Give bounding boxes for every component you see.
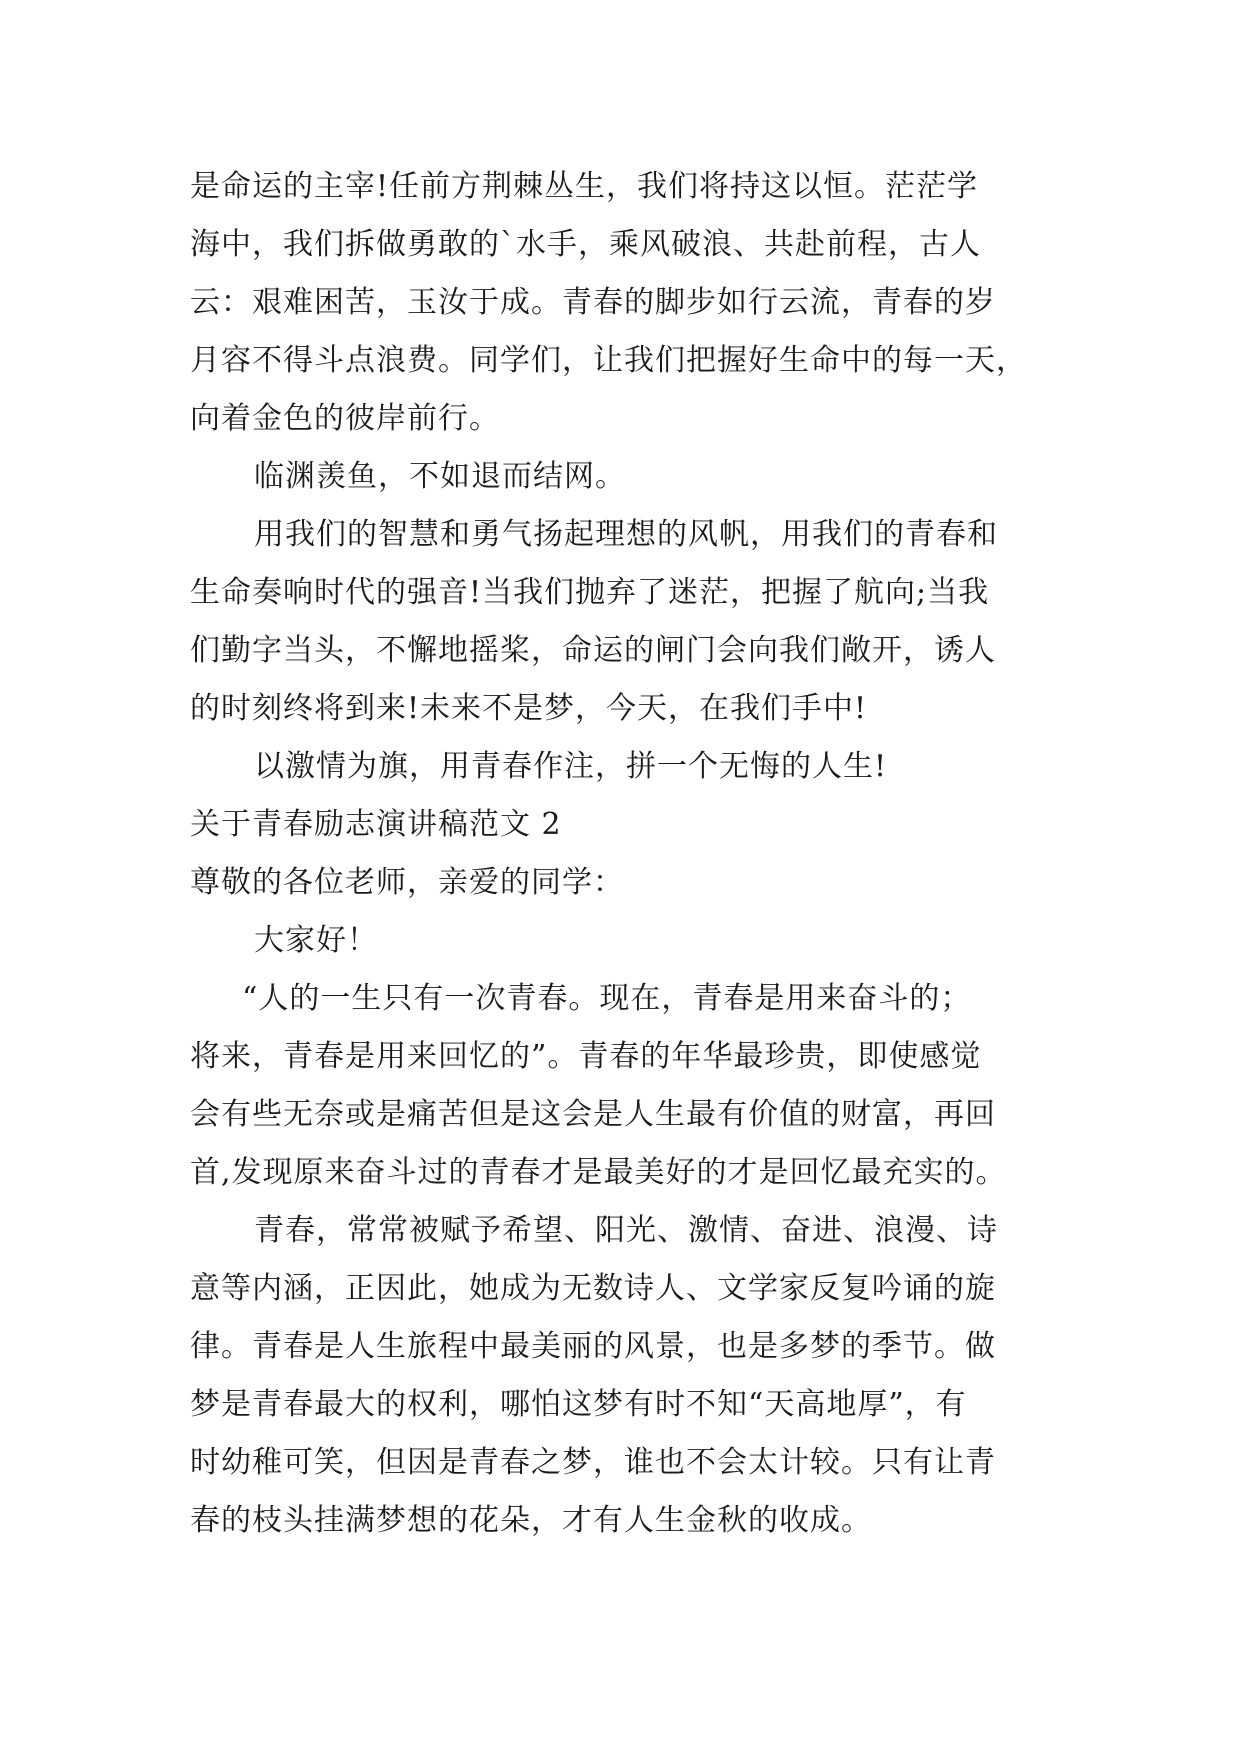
text-line: 梦是青春最大的权利，哪怕这梦有时不知“天高地厚”，有 — [190, 1387, 967, 1422]
text-line: 们勤字当头，不懈地摇桨，命运的闸门会向我们敞开，诱人 — [190, 633, 996, 668]
text-line: 向着金色的彼岸前行。 — [190, 401, 500, 436]
section-heading: 关于青春励志演讲稿范文 2 — [190, 807, 562, 842]
text-line: 青春，常常被赋予希望、阳光、激情、奋进、浪漫、诗 — [254, 1213, 998, 1248]
text-line: 以激情为旗，用青春作注，拼一个无悔的人生! — [254, 749, 888, 784]
document-body — [190, 158, 1070, 1550]
text-line: 律。青春是人生旅程中最美丽的风景，也是多梦的季节。做 — [190, 1329, 996, 1364]
text-line: 生命奏响时代的强音!当我们抛弃了迷茫，把握了航向;当我 — [190, 575, 990, 610]
text-line: 时幼稚可笑，但因是青春之梦，谁也不会太计较。只有让青 — [190, 1445, 996, 1480]
text-line: “人的一生只有一次青春。现在，青春是用来奋斗的； — [242, 981, 972, 1016]
text-line: 是命运的主宰!任前方荆棘丛生，我们将持这以恒。茫茫学 — [190, 169, 979, 204]
greeting: 大家好！ — [254, 923, 378, 958]
text-line: 临渊羡鱼，不如退而结网。 — [254, 459, 626, 494]
text-line: 用我们的智慧和勇气扬起理想的风帆，用我们的青春和 — [254, 517, 998, 552]
text-line: 海中，我们拆做勇敢的`水手，乘风破浪、共赴前程，古人 — [190, 227, 981, 262]
text-line: 月容不得斗点浪费。同学们，让我们把握好生命中的每一天， — [190, 343, 1027, 378]
text-line: 云：艰难困苦，玉汝于成。青春的脚步如行云流，青春的岁 — [190, 285, 996, 320]
text-line: 首,发现原来奋斗过的青春才是最美好的才是回忆最充实的。 — [190, 1155, 1007, 1190]
salutation: 尊敬的各位老师，亲爱的同学： — [190, 865, 624, 900]
text-line: 会有些无奈或是痛苦但是这会是人生最有价值的财富，再回 — [190, 1097, 996, 1132]
text-line: 春的枝头挂满梦想的花朵，才有人生金秋的收成。 — [190, 1503, 872, 1538]
text-line: 意等内涵，正因此，她成为无数诗人、文学家反复吟诵的旋 — [190, 1271, 996, 1306]
text-line: 将来，青春是用来回忆的”。青春的年华最珍贵，即使感觉 — [190, 1039, 982, 1074]
text-line: 的时刻终将到来!未来不是梦，今天，在我们手中! — [190, 691, 868, 726]
